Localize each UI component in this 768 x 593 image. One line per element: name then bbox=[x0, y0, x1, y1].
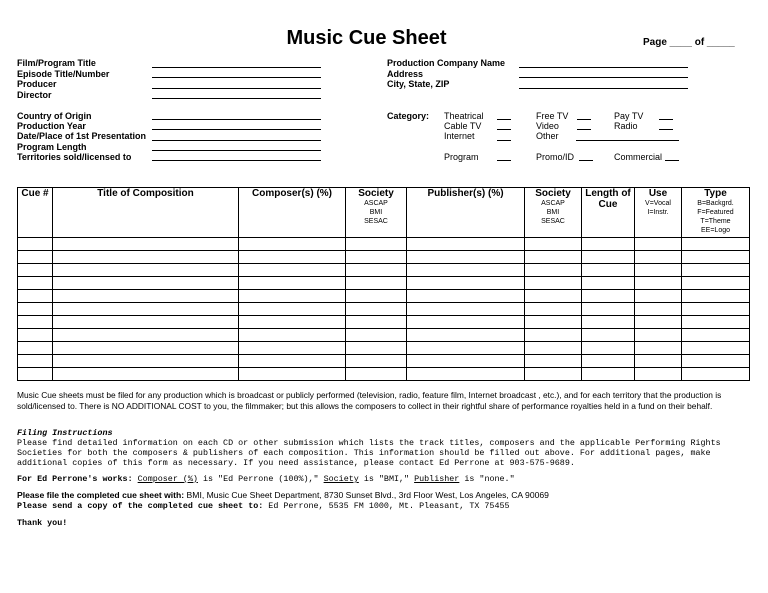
file-with-line bbox=[17, 490, 747, 501]
file-with-label: Please file the completed cue sheet with: bbox=[17, 490, 185, 500]
use-cell[interactable] bbox=[635, 238, 682, 251]
address-label: Address bbox=[387, 69, 424, 79]
use-cell[interactable] bbox=[635, 290, 682, 303]
filing-heading: Filing Instructions bbox=[17, 428, 113, 438]
use-vocal: V=Vocal bbox=[645, 200, 671, 207]
publishers-cell[interactable] bbox=[407, 238, 525, 251]
send-copy-address: Ed Perrone, 5535 FM 1000, Mt. Pleasant, TX 75455 bbox=[268, 501, 510, 511]
publishers-cell[interactable] bbox=[407, 355, 525, 368]
composers-cell[interactable] bbox=[239, 251, 346, 264]
header-cue-label: Cue # bbox=[21, 188, 49, 199]
title-cell[interactable] bbox=[53, 238, 239, 251]
use-cell[interactable] bbox=[635, 251, 682, 264]
length-cell[interactable] bbox=[582, 329, 635, 342]
use-instr: I=Instr. bbox=[647, 209, 669, 216]
type-cell[interactable] bbox=[682, 329, 750, 342]
composers-cell[interactable] bbox=[239, 329, 346, 342]
use-cell[interactable] bbox=[635, 264, 682, 277]
header-title bbox=[53, 188, 239, 238]
other-blank[interactable] bbox=[576, 140, 679, 141]
cue-cell[interactable] bbox=[18, 316, 53, 329]
cue-cell[interactable] bbox=[18, 342, 53, 355]
country-label: Country of Origin bbox=[17, 111, 92, 121]
society2-sesac: SESAC bbox=[541, 218, 565, 225]
film-title-field[interactable] bbox=[152, 67, 321, 68]
production-company-label: Production Company Name bbox=[387, 58, 506, 68]
society-2-cell[interactable] bbox=[525, 368, 582, 381]
internet-blank[interactable] bbox=[497, 140, 511, 141]
use-cell[interactable] bbox=[635, 316, 682, 329]
cue-cell[interactable] bbox=[18, 251, 53, 264]
category-internet: Internet bbox=[444, 131, 475, 141]
producer-label: Producer bbox=[17, 79, 57, 89]
send-copy-line bbox=[17, 501, 747, 511]
society-bmi: BMI bbox=[369, 209, 383, 216]
society-cell[interactable] bbox=[346, 251, 407, 264]
perrone-works-line bbox=[17, 474, 747, 484]
production-year-field[interactable] bbox=[152, 129, 321, 130]
table-row bbox=[18, 264, 750, 277]
episode-title-field[interactable] bbox=[152, 77, 321, 78]
title-cell[interactable] bbox=[53, 342, 239, 355]
film-title-label: Film/Program Title bbox=[17, 58, 96, 68]
society2-ascap: ASCAP bbox=[541, 200, 565, 207]
length-cell[interactable] bbox=[582, 303, 635, 316]
use-cell[interactable] bbox=[635, 303, 682, 316]
header-composers bbox=[239, 188, 346, 238]
composers-cell[interactable] bbox=[239, 238, 346, 251]
society-2-cell[interactable] bbox=[525, 277, 582, 290]
publisher-label: Publisher bbox=[414, 474, 460, 484]
publishers-cell[interactable] bbox=[407, 316, 525, 329]
society-2-cell[interactable] bbox=[525, 303, 582, 316]
country-field[interactable] bbox=[152, 119, 321, 120]
filing-text: Please find detailed information on each CD or other submission which lists the track titles, composers and the applicable Performing Rights Societies for both the composers & publishers of each composition. This information should be filled out above. For additional pages, make additional copies of this form as necessary. If you need assistance, please contact Ed Perrone at 903-575-9689. bbox=[17, 438, 721, 468]
category-freetv: Free TV bbox=[536, 111, 569, 121]
perrone-mid2: is "BMI," bbox=[358, 474, 415, 484]
composers-cell[interactable] bbox=[239, 264, 346, 277]
header-cue bbox=[18, 188, 53, 238]
category-video: Video bbox=[536, 121, 559, 131]
category-other: Other bbox=[536, 131, 559, 141]
type-cell[interactable] bbox=[682, 238, 750, 251]
page-number[interactable]: Page ____ of _____ bbox=[643, 37, 735, 48]
first-presentation-field[interactable] bbox=[152, 140, 321, 141]
table-row bbox=[18, 368, 750, 381]
composers-cell[interactable] bbox=[239, 303, 346, 316]
type-cell[interactable] bbox=[682, 264, 750, 277]
society-cell[interactable] bbox=[346, 264, 407, 277]
length-cell[interactable] bbox=[582, 238, 635, 251]
society-2-cell[interactable] bbox=[525, 238, 582, 251]
society-cell[interactable] bbox=[346, 368, 407, 381]
title-cell[interactable] bbox=[53, 316, 239, 329]
composers-cell[interactable] bbox=[239, 290, 346, 303]
promo-blank[interactable] bbox=[579, 160, 593, 161]
category-program: Program bbox=[444, 152, 479, 162]
category-promo: Promo/ID bbox=[536, 152, 575, 162]
publishers-cell[interactable] bbox=[407, 303, 525, 316]
city-state-zip-field[interactable] bbox=[519, 88, 688, 89]
length-cell[interactable] bbox=[582, 355, 635, 368]
category-theatrical: Theatrical bbox=[444, 111, 484, 121]
composers-cell[interactable] bbox=[239, 316, 346, 329]
production-year-label: Production Year bbox=[17, 121, 86, 131]
cue-cell[interactable] bbox=[18, 290, 53, 303]
length-cell[interactable] bbox=[582, 316, 635, 329]
episode-title-label: Episode Title/Number bbox=[17, 69, 110, 79]
society-2-cell[interactable] bbox=[525, 342, 582, 355]
cue-cell[interactable] bbox=[18, 238, 53, 251]
society-cell[interactable] bbox=[346, 290, 407, 303]
table-row bbox=[18, 238, 750, 251]
type-cell[interactable] bbox=[682, 303, 750, 316]
type-background: B=Backgrd. bbox=[697, 200, 734, 207]
director-label: Director bbox=[17, 90, 52, 100]
header-publishers-label: Publisher(s) (%) bbox=[427, 188, 504, 199]
society-label: Society bbox=[323, 474, 359, 484]
program-length-label: Program Length bbox=[17, 142, 87, 152]
title-cell[interactable] bbox=[53, 264, 239, 277]
title-cell[interactable] bbox=[53, 277, 239, 290]
publishers-cell[interactable] bbox=[407, 251, 525, 264]
table-row bbox=[18, 329, 750, 342]
length-cell[interactable] bbox=[582, 368, 635, 381]
city-state-zip-label: City, State, ZIP bbox=[387, 79, 450, 89]
category-label: Category: bbox=[387, 111, 430, 121]
header-composers-label: Composer(s) (%) bbox=[251, 188, 332, 199]
use-cell[interactable] bbox=[635, 329, 682, 342]
society-cell[interactable] bbox=[346, 329, 407, 342]
cue-cell[interactable] bbox=[18, 264, 53, 277]
production-company-field[interactable] bbox=[519, 67, 688, 68]
cue-cell[interactable] bbox=[18, 355, 53, 368]
header-society-2-label: Society bbox=[535, 188, 571, 199]
paytv-blank[interactable] bbox=[659, 119, 673, 120]
theatrical-blank[interactable] bbox=[497, 119, 511, 120]
society-cell[interactable] bbox=[346, 355, 407, 368]
table-row bbox=[18, 277, 750, 290]
header-publishers bbox=[407, 188, 525, 238]
composers-cell[interactable] bbox=[239, 368, 346, 381]
title-cell[interactable] bbox=[53, 368, 239, 381]
header-use-label: Use bbox=[648, 188, 668, 199]
length-cell[interactable] bbox=[582, 342, 635, 355]
length-cell[interactable] bbox=[582, 277, 635, 290]
program-blank[interactable] bbox=[497, 160, 511, 161]
cue-cell[interactable] bbox=[18, 303, 53, 316]
type-cell[interactable] bbox=[682, 251, 750, 264]
title-cell[interactable] bbox=[53, 251, 239, 264]
header-society-label: Society bbox=[358, 188, 394, 199]
society-2-cell[interactable] bbox=[525, 355, 582, 368]
title-cell[interactable] bbox=[53, 303, 239, 316]
type-cell[interactable] bbox=[682, 277, 750, 290]
society2-bmi: BMI bbox=[546, 209, 560, 216]
type-logo: EE=Logo bbox=[701, 227, 730, 234]
radio-blank[interactable] bbox=[659, 129, 673, 130]
publishers-cell[interactable] bbox=[407, 277, 525, 290]
freetv-blank[interactable] bbox=[577, 119, 591, 120]
publishers-cell[interactable] bbox=[407, 342, 525, 355]
first-presentation-label: Date/Place of 1st Presentation bbox=[17, 131, 147, 141]
type-theme: T=Theme bbox=[700, 218, 731, 225]
program-length-field[interactable] bbox=[152, 150, 321, 151]
producer-field[interactable] bbox=[152, 88, 321, 89]
cue-table bbox=[17, 187, 750, 381]
society-2-cell[interactable] bbox=[525, 264, 582, 277]
society-cell[interactable] bbox=[346, 316, 407, 329]
header-type bbox=[682, 188, 750, 238]
cabletv-blank[interactable] bbox=[497, 129, 511, 130]
table-header-row bbox=[18, 188, 750, 238]
composers-cell[interactable] bbox=[239, 355, 346, 368]
society-2-cell[interactable] bbox=[525, 329, 582, 342]
society-sesac: SESAC bbox=[364, 218, 388, 225]
length-cell[interactable] bbox=[582, 264, 635, 277]
table-row bbox=[18, 251, 750, 264]
cue-cell[interactable] bbox=[18, 329, 53, 342]
society-2-cell[interactable] bbox=[525, 316, 582, 329]
use-cell[interactable] bbox=[635, 355, 682, 368]
header-use bbox=[635, 188, 682, 238]
header-society bbox=[346, 188, 407, 238]
use-cell[interactable] bbox=[635, 368, 682, 381]
header-length-label: Length of Cue bbox=[585, 188, 631, 210]
type-cell[interactable] bbox=[682, 342, 750, 355]
commercial-blank[interactable] bbox=[665, 160, 679, 161]
society-cell[interactable] bbox=[346, 342, 407, 355]
composers-cell[interactable] bbox=[239, 342, 346, 355]
society-2-cell[interactable] bbox=[525, 251, 582, 264]
title-cell[interactable] bbox=[53, 329, 239, 342]
publishers-cell[interactable] bbox=[407, 329, 525, 342]
society-2-cell[interactable] bbox=[525, 290, 582, 303]
table-row bbox=[18, 342, 750, 355]
type-featured: F=Featured bbox=[697, 209, 734, 216]
publishers-cell[interactable] bbox=[407, 264, 525, 277]
type-cell[interactable] bbox=[682, 316, 750, 329]
perrone-lead: For Ed Perrone's works: bbox=[17, 474, 133, 484]
table-row bbox=[18, 303, 750, 316]
notice-text: Music Cue sheets must be filed for any production which is broadcast or publicly performed (television, radio, feature film, Internet broadcast , etc.), and for each territory that the production is sold/licensed to. There is NO ADDITIONAL COST to you, the filmmaker; but this allows the composers to collect in their rightful share of performance royalties held in a fund on their behalf. bbox=[17, 390, 722, 411]
page-title: Music Cue Sheet bbox=[286, 27, 447, 49]
thank-you: Thank you! bbox=[17, 518, 68, 528]
society-cell[interactable] bbox=[346, 303, 407, 316]
society-cell[interactable] bbox=[346, 238, 407, 251]
use-cell[interactable] bbox=[635, 277, 682, 290]
territories-field[interactable] bbox=[152, 160, 321, 161]
society-ascap: ASCAP bbox=[364, 200, 388, 207]
composers-cell[interactable] bbox=[239, 277, 346, 290]
category-commercial: Commercial bbox=[614, 152, 663, 162]
file-with-address: BMI, Music Cue Sheet Department, 8730 Sunset Blvd., 3rd Floor West, Los Angeles, CA 90069 bbox=[186, 490, 549, 500]
type-cell[interactable] bbox=[682, 355, 750, 368]
type-cell[interactable] bbox=[682, 290, 750, 303]
header-title-label: Title of Composition bbox=[97, 188, 194, 199]
perrone-mid1: is "Ed Perrone (100%)," bbox=[197, 474, 324, 484]
category-paytv: Pay TV bbox=[614, 111, 644, 121]
publishers-cell[interactable] bbox=[407, 290, 525, 303]
use-cell[interactable] bbox=[635, 342, 682, 355]
category-cabletv: Cable TV bbox=[444, 121, 482, 131]
length-cell[interactable] bbox=[582, 251, 635, 264]
title-cell[interactable] bbox=[53, 290, 239, 303]
length-cell[interactable] bbox=[582, 290, 635, 303]
composer-label: Composer (%) bbox=[137, 474, 198, 484]
territories-label: Territories sold/licensed to bbox=[17, 152, 132, 162]
table-row bbox=[18, 290, 750, 303]
publishers-cell[interactable] bbox=[407, 368, 525, 381]
perrone-end: is "none." bbox=[459, 474, 515, 484]
table-row bbox=[18, 355, 750, 368]
society-cell[interactable] bbox=[346, 277, 407, 290]
cue-cell[interactable] bbox=[18, 368, 53, 381]
table-row bbox=[18, 316, 750, 329]
title-cell[interactable] bbox=[53, 355, 239, 368]
header-type-label: Type bbox=[704, 188, 727, 199]
cue-cell[interactable] bbox=[18, 277, 53, 290]
send-copy-label: Please send a copy of the completed cue sheet to: bbox=[17, 501, 264, 511]
address-field[interactable] bbox=[519, 77, 688, 78]
director-field[interactable] bbox=[152, 98, 321, 99]
type-cell[interactable] bbox=[682, 368, 750, 381]
header-society-2 bbox=[525, 188, 582, 238]
video-blank[interactable] bbox=[577, 129, 591, 130]
category-radio: Radio bbox=[614, 121, 638, 131]
header-length bbox=[582, 188, 635, 238]
